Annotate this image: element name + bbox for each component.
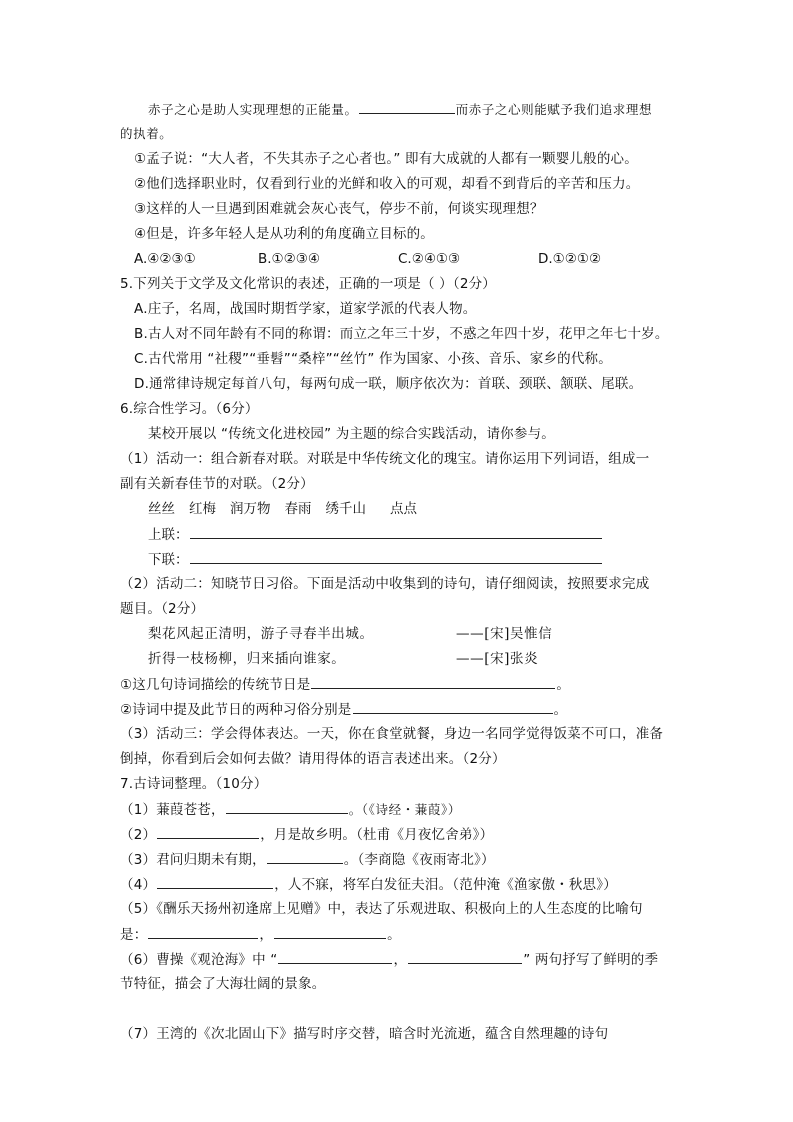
word-6: 点点: [390, 501, 417, 517]
word-1: 丝丝: [148, 501, 175, 517]
q7-6-blank-1[interactable]: [278, 949, 392, 964]
q4-option-d[interactable]: D.①②①②: [538, 251, 602, 267]
word-5: 绣千山: [325, 501, 366, 517]
customs-question: ②诗词中提及此节日的两种习俗分别是: [120, 702, 352, 718]
q7-item-1: [120, 799, 461, 820]
q7-item-2: [120, 824, 493, 845]
comma: ，: [393, 952, 408, 968]
period: 。: [556, 677, 571, 693]
sentence-4: ④但是，许多年轻人是从功利的角度确立目标的。: [134, 226, 435, 242]
q6-part2-item-2: [120, 699, 567, 720]
intro-text-b: 而赤子之心则能赋予我们追求理想: [455, 102, 653, 117]
q7-5-blank-1[interactable]: [148, 924, 258, 939]
q7-4-suffix: ，人不寐，将军白发征夫泪。（范仲淹《渔家傲・秋思》）: [274, 877, 617, 893]
sentence-3: ③这样的人一旦遇到困难就会灰心丧气，停步不前，何谈实现理想？: [134, 201, 544, 217]
word-3: 润万物: [230, 501, 271, 517]
q7-1-suffix: 。（《诗经・蒹葭》）: [348, 802, 461, 817]
q6-part2-text-2: 题目。（2分）: [120, 601, 205, 617]
xialian-row: [148, 549, 603, 570]
q5-option-a[interactable]: A.庄子，名周，战国时期哲学家，道家学派的代表人物。: [134, 301, 477, 317]
q7-6-prefix: （6）曹操《观沧海》中 “: [120, 952, 278, 968]
q7-item-5-answer: [120, 924, 401, 945]
q7-3-prefix: （3）君问归期未有期，: [120, 852, 266, 868]
q7-item-4: [120, 874, 617, 895]
word-2: 红梅: [189, 501, 216, 517]
q7-6-blank-2[interactable]: [408, 949, 522, 964]
q7-3-blank[interactable]: [267, 849, 343, 864]
q7-item-6-line-2: 节特征，描会了大海壮阔的景象。: [120, 976, 326, 992]
intro-line: [148, 99, 652, 120]
intro-line-2: 的执着。: [120, 126, 173, 141]
poem-source-1: ——[宋]吴惟信: [456, 626, 553, 642]
q6-part2-text: （2）活动二：知晓节日习俗。下面是活动中收集到的诗句，请仔细阅读，按照要求完成: [120, 576, 650, 592]
q7-item-6: [120, 949, 658, 970]
q4-option-a[interactable]: A.④②③①: [134, 251, 196, 267]
period: 。: [553, 702, 568, 718]
q7-2-suffix: ，月是故乡明。（杜甫《月夜忆舍弟》）: [260, 827, 494, 843]
intro-text-a: 赤子之心是助人实现理想的正能量。: [148, 102, 358, 117]
q7-4-prefix: （4）: [120, 877, 157, 893]
xialian-label: 下联：: [148, 552, 189, 568]
customs-blank[interactable]: [353, 699, 553, 714]
q6-part1-text: （1）活动一：组合新春对联。对联是中华传统文化的瑰宝。请你运用下列词语，组成一: [120, 451, 650, 467]
q7-2-prefix: （2）: [120, 827, 157, 843]
shanglian-row: [148, 524, 603, 545]
q6-stem: 6.综合性学习。（6分）: [120, 401, 259, 417]
q7-item-3: [120, 849, 495, 870]
sentence-1: ①孟子说：“大人者，不失其赤子之心者也。” 即有大成就的人都有一颗婴儿般的心。: [134, 151, 638, 167]
intro-blank[interactable]: [359, 99, 455, 114]
q7-stem: 7.古诗词整理。（10分）: [120, 776, 268, 792]
q7-item-5: （5）《酬乐天扬州初逢席上见赠》中，表达了乐观进取、积极向上的人生态度的比喻句: [120, 901, 643, 917]
q5-option-c[interactable]: C.古代常用 “社稷”“垂髫”“桑梓”“丝竹” 作为国家、小孩、音乐、家乡的代称。: [134, 351, 612, 367]
q6-part3-text: （3）活动三：学会得体表达。一天，你在食堂就餐，身边一名同学觉得饭菜不可口，准备: [120, 726, 664, 742]
comma: ，: [259, 927, 274, 943]
q7-1-blank[interactable]: [226, 799, 348, 814]
q6-part3-text-2: 倒掉，你看到后会如何去做？请用得体的语言表述出来。（2分）: [120, 751, 506, 767]
poem-source-2: ——[宋]张炎: [456, 651, 539, 667]
poem-line-1: 梨花风起正清明，游子寻春半出城。: [148, 626, 374, 642]
festival-question: ①这几句诗词描绘的传统节日是: [120, 677, 311, 693]
sentence-2: ②他们选择职业时，仅看到行业的光鲜和收入的可观，却看不到背后的辛苦和压力。: [134, 176, 640, 192]
q7-1-prefix: （1）蒹葭苍苍，: [120, 802, 225, 818]
q7-5-prefix: 是：: [120, 927, 148, 943]
q7-2-blank[interactable]: [157, 824, 259, 839]
period: 。: [387, 927, 401, 943]
q4-option-b[interactable]: B.①②③④: [258, 251, 320, 267]
q5-stem: 5.下列关于文学及文化常识的表述，正确的一项是（ ）（2分）: [120, 276, 497, 292]
xialian-blank[interactable]: [190, 549, 602, 564]
shanglian-label: 上联：: [148, 527, 189, 543]
q7-5-blank-2[interactable]: [274, 924, 386, 939]
shanglian-blank[interactable]: [190, 524, 602, 539]
word-4: 春雨: [284, 501, 312, 517]
word-bank: [148, 499, 417, 519]
q5-option-b[interactable]: B.古人对不同年龄有不同的称谓：而立之年三十岁，不惑之年四十岁，花甲之年七十岁。: [134, 326, 669, 342]
q7-6-suffix: ” 两句抒写了鲜明的季: [523, 952, 659, 968]
q6-part2-item-1: [120, 674, 570, 695]
festival-blank[interactable]: [311, 674, 555, 689]
q7-item-7: （7）王湾的《次北固山下》描写时序交替，暗含时光流逝，蕴含自然理趣的诗句: [120, 1026, 609, 1042]
q6-part1-text-2: 副有关新春佳节的对联。（2分）: [120, 476, 314, 492]
q7-3-suffix: 。（李商隐《夜雨寄北》）: [343, 852, 495, 868]
q7-4-blank[interactable]: [157, 874, 273, 889]
q4-option-c[interactable]: C.②④①③: [398, 251, 461, 267]
q5-option-d[interactable]: D.通常律诗规定每首八句，每两句成一联，顺序依次为：首联、颈联、颔联、尾联。: [134, 376, 643, 392]
q6-intro: 某校开展以 “传统文化进校园” 为主题的综合实践活动，请你参与。: [148, 426, 555, 442]
poem-line-2: 折得一枝杨柳，归来插向谁家。: [148, 651, 346, 667]
